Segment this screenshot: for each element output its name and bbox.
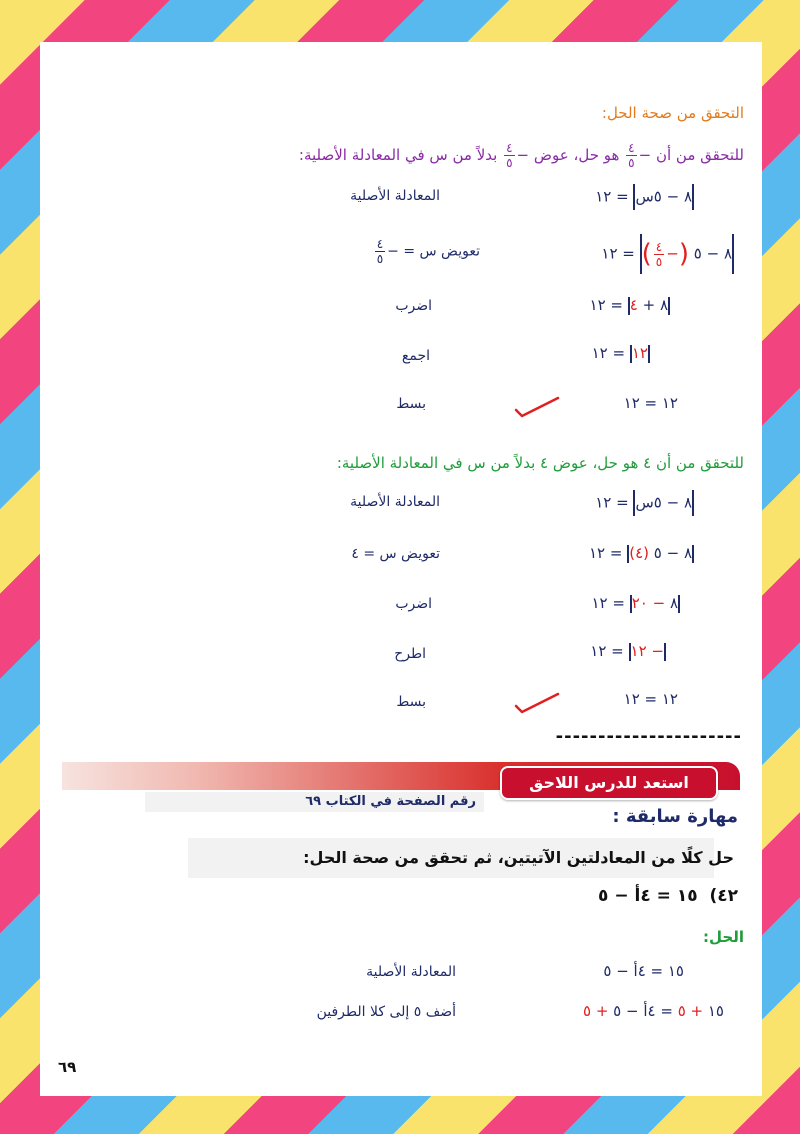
b1-row2-lhs: ٨ − ٥ [693, 244, 732, 263]
fraction-denominator: ٥ [376, 252, 384, 266]
verify-heading: التحقق من صحة الحل: [601, 104, 744, 122]
b1-row5-equation: ١٢ = ١٢ [623, 394, 678, 412]
sol-row2-part-b: = ٤أ − ٥ [608, 1002, 678, 1020]
b2-row4-equation [590, 642, 666, 661]
minus-sign: − [516, 146, 530, 164]
sol-row2-equation [583, 1002, 724, 1020]
b1-row2-equation [601, 234, 734, 274]
b2-row3-rhs: = ١٢ [591, 594, 625, 612]
sol-row1-equation: ١٥ = ٤أ − ٥ [603, 962, 684, 980]
problem-equation: ١٥ = ٤أ − ٥ [598, 886, 698, 906]
open-paren: ( [678, 239, 689, 269]
b1-row2-label-text: تعويض س = [398, 243, 480, 260]
page-number: ٦٩ [58, 1058, 77, 1076]
check1-intro-part-b: هو حل، عوض [529, 146, 625, 164]
banner-title: استعد للدرس اللاحق [500, 766, 718, 800]
next-lesson-banner [62, 762, 740, 809]
fraction-numerator: ٤ [655, 239, 663, 254]
dashed-divider: ---------------------- [555, 726, 742, 747]
abs-bar [664, 643, 666, 661]
b2-row5-label: بسط [396, 694, 426, 710]
b1-row2-minus: − [666, 244, 679, 263]
fraction-four-fifths [504, 142, 514, 169]
worksheet-page [40, 42, 762, 1096]
b1-row1-equation [595, 184, 694, 210]
sol-row2-red2: + ٥ [582, 1002, 609, 1020]
abs-bar [692, 184, 694, 210]
sol-row2-red1: + ٥ [677, 1002, 704, 1020]
b1-row4-red-term: ١٢ [631, 344, 648, 362]
fraction-four-fifths [626, 142, 636, 169]
question-text: حل كلًا من المعادلتين الآتيتين، ثم تحقق من صحة الحل: [303, 848, 734, 867]
abs-bar [732, 234, 734, 274]
check1-intro-part-a: للتحقق من أن [651, 146, 744, 164]
b2-row2-rhs: = ١٢ [588, 544, 623, 562]
b1-row2-fraction [654, 241, 664, 268]
fraction-numerator: ٤ [506, 141, 513, 155]
b1-row2-rhs: = ١٢ [601, 244, 635, 263]
checkmark-icon [514, 690, 560, 714]
close-paren: ) [641, 239, 652, 269]
b2-row5-equation: ١٢ = ١٢ [623, 690, 678, 708]
b1-row1-label: المعادلة الأصلية [350, 188, 440, 204]
check2-intro: للتحقق من أن ٤ هو حل، عوض ٤ بدلاً من س في المعادلة الأصلية: [336, 454, 744, 472]
b1-row4-rhs: = ١٢ [591, 344, 626, 362]
abs-bar [668, 297, 670, 315]
b1-row3-red-term: ٤ [629, 296, 638, 314]
b2-row1-label: المعادلة الأصلية [350, 494, 440, 510]
b2-row4-rhs: = ١٢ [590, 642, 624, 660]
prior-skill-heading: مهارة سابقة : [612, 806, 738, 827]
fraction-numerator: ٤ [628, 141, 635, 155]
sol-row2-label: أضف ٥ إلى كلا الطرفين [316, 1004, 456, 1020]
b1-row1-rhs: = ١٢ [595, 187, 629, 206]
checkmark-icon [514, 394, 560, 418]
abs-bar [648, 345, 650, 363]
minus-sign: − [387, 243, 399, 260]
b2-row1-equation [595, 490, 694, 516]
fraction-numerator: ٤ [376, 237, 384, 251]
check1-intro-part-c: بدلاً من س في المعادلة الأصلية: [298, 146, 503, 164]
b2-row2-lhs: ٨ − ٥ [648, 544, 692, 562]
fraction-denominator: ٥ [628, 156, 635, 170]
minus-sign: − [638, 146, 652, 164]
b1-row3-equation [590, 296, 670, 315]
b1-row3-rhs: = ١٢ [589, 296, 623, 314]
abs-bar [692, 490, 694, 516]
solution-label: الحل: [703, 928, 744, 946]
b2-row2-equation [589, 544, 694, 563]
b1-row4-label: اجمع [401, 348, 430, 364]
b1-row3-label: اضرب [395, 298, 432, 314]
b1-row4-equation [592, 344, 650, 363]
b2-row1-rhs: = ١٢ [595, 493, 629, 512]
b1-row3-lhs: ٨ + [637, 296, 668, 314]
fraction-denominator: ٥ [655, 254, 663, 269]
problem-number: ٤٢) [709, 886, 738, 906]
b1-row1-lhs: ٨ − ٥س [635, 187, 692, 206]
b2-row3-equation [591, 594, 680, 613]
abs-bar [692, 545, 694, 563]
b2-row1-lhs: ٨ − ٥س [635, 493, 692, 512]
banner-subtitle: رقم الصفحة في الكتاب ٦٩ [145, 792, 484, 812]
sol-row1-label: المعادلة الأصلية [366, 964, 456, 980]
b2-row2-label: تعويض س = ٤ [351, 546, 440, 562]
b2-row3-red-term: − ٢٠ [631, 594, 666, 612]
b1-row2-label [373, 238, 480, 265]
b2-row4-label: اطرح [394, 646, 426, 662]
sol-row2-part-a: ١٥ [703, 1002, 724, 1020]
abs-bar [678, 595, 680, 613]
fraction-denominator: ٥ [506, 156, 513, 170]
b1-row2-label-fraction [375, 238, 385, 265]
problem-42 [598, 886, 738, 906]
check1-intro [299, 142, 744, 169]
b2-row3-label: اضرب [395, 596, 432, 612]
b1-row5-label: بسط [396, 396, 426, 412]
b2-row4-red-term: − ١٢ [630, 642, 664, 660]
b2-row2-red-term: (٤) [629, 544, 649, 562]
b2-row3-lhs: ٨ [665, 594, 678, 612]
